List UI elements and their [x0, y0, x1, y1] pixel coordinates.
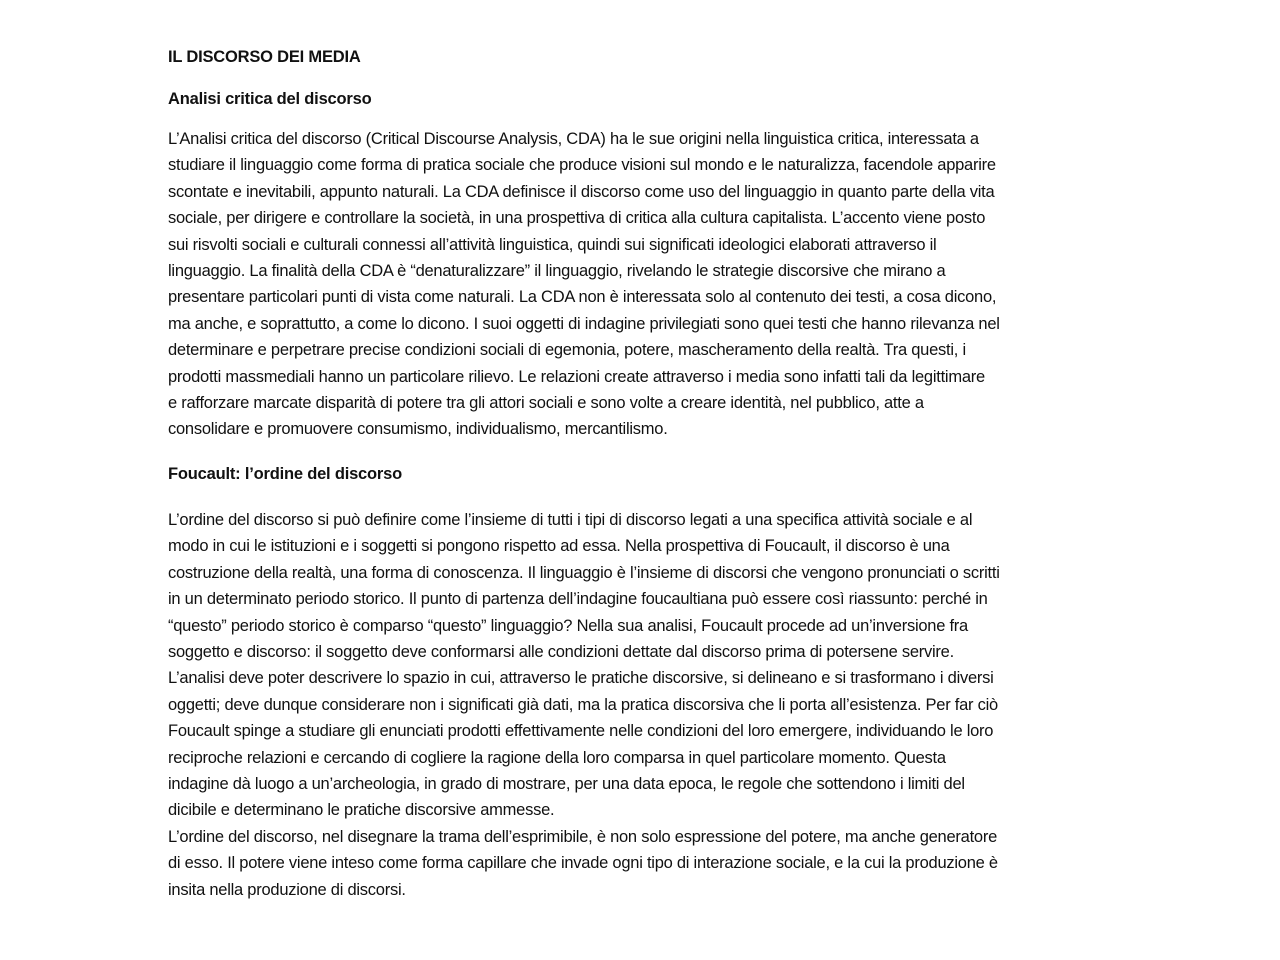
text-line: costruzione della realtà, una forma di conoscenza. Il linguaggio è l’insieme di discorsi che vengono pronunciati o scritti	[168, 563, 1000, 582]
text-line: ma anche, e soprattutto, a come lo dicono. I suoi oggetti di indagine privilegiati sono quei testi che hanno rilevanza nel	[168, 314, 1000, 333]
text-line: L’ordine del discorso si può definire come l’insieme di tutti i tipi di discorso legati a una specifica attività sociale e al	[168, 510, 973, 529]
text-line: reciproche relazioni e cercando di cogliere la ragione della loro comparsa in quel particolare momento. Questa	[168, 748, 946, 767]
paragraph-foucault-2	[168, 824, 1148, 903]
document-title: IL DISCORSO DEI MEDIA	[168, 48, 361, 66]
text-line: di esso. Il potere viene inteso come forma capillare che invade ogni tipo di interazione sociale, e la cui la produzione è	[168, 854, 998, 873]
text-line: L’ordine del discorso, nel disegnare la trama dell’esprimibile, è non solo espressione del potere, ma anche generatore	[168, 827, 998, 846]
text-line: Foucault spinge a studiare gli enunciati prodotti effettivamente nelle condizioni del loro emergere, individuando le loro	[168, 722, 994, 741]
text-line: insita nella produzione di discorsi.	[168, 880, 406, 899]
text-line: in un determinato periodo storico. Il punto di partenza dell’indagine foucaultiana può essere così riassunto: perché in	[168, 590, 988, 609]
section-spacer	[168, 443, 1148, 461]
text-line: consolidare e promuovere consumismo, individualismo, mercantilismo.	[168, 420, 668, 439]
paragraph-cda	[168, 126, 1148, 443]
document-page	[168, 44, 1148, 903]
text-line: modo in cui le istituzioni e i soggetti si pongono rispetto ad essa. Nella prospettiva di Foucault, il discorso è una	[168, 537, 950, 556]
text-line: linguaggio. La finalità della CDA è “denaturalizzare” il linguaggio, rivelando le strategie discorsive che mirano a	[168, 262, 946, 281]
text-line: soggetto e discorso: il soggetto deve conformarsi alle condizioni dettate dal discorso prima di potersene servire.	[168, 642, 954, 661]
section-heading-foucault: Foucault: l’ordine del discorso	[168, 464, 402, 483]
text-line: sociale, per dirigere e controllare la società, in una prospettiva di critica alla cultura capitalista. L’accento viene posto	[168, 209, 986, 228]
text-line: determinare e perpetrare precise condizioni sociali di egemonia, potere, mascheramento della realtà. Tra questi, i	[168, 341, 966, 360]
text-line: prodotti massmediali hanno un particolare rilievo. Le relazioni create attraverso i media sono infatti tali da legittimare	[168, 367, 985, 386]
text-line: presentare particolari punti di vista come naturali. La CDA non è interessata solo al contenuto dei testi, a cosa dicono,	[168, 288, 997, 307]
section-heading-analisi-critica: Analisi critica del discorso	[168, 90, 372, 108]
paragraph-foucault-1	[168, 507, 1148, 824]
text-line: dicibile e determinano le pratiche discorsive ammesse.	[168, 801, 555, 820]
text-line: L’analisi deve poter descrivere lo spazio in cui, attraverso le pratiche discorsive, si delineano e si trasformano i diversi	[168, 669, 994, 688]
text-line: scontate e inevitabili, appunto naturali. La CDA definisce il discorso come uso del linguaggio in quanto parte della vita	[168, 182, 995, 201]
text-line: sui risvolti sociali e culturali connessi all’attività linguistica, quindi sui significati ideologici elaborati attraverso il	[168, 235, 937, 254]
text-line: oggetti; deve dunque considerare non i significati già dati, ma la pratica discorsiva che li porta all’esistenza. Per far ciò	[168, 695, 998, 714]
text-line: “questo” periodo storico è comparso “questo” linguaggio? Nella sua analisi, Foucault procede ad un’inversione fra	[168, 616, 968, 635]
text-line: studiare il linguaggio come forma di pratica sociale che produce visioni sul mondo e le naturalizza, facendole apparire	[168, 156, 996, 175]
text-line: L’Analisi critica del discorso (Critical Discourse Analysis, CDA) ha le sue origini nella linguistica critica, interessata a	[168, 130, 979, 148]
text-line: indagine dà luogo a un’archeologia, in grado di mostrare, per una data epoca, le regole che sottendono i limiti del	[168, 774, 965, 793]
text-line: e rafforzare marcate disparità di potere tra gli attori sociali e sono volte a creare identità, nel pubblico, atte a	[168, 394, 924, 413]
